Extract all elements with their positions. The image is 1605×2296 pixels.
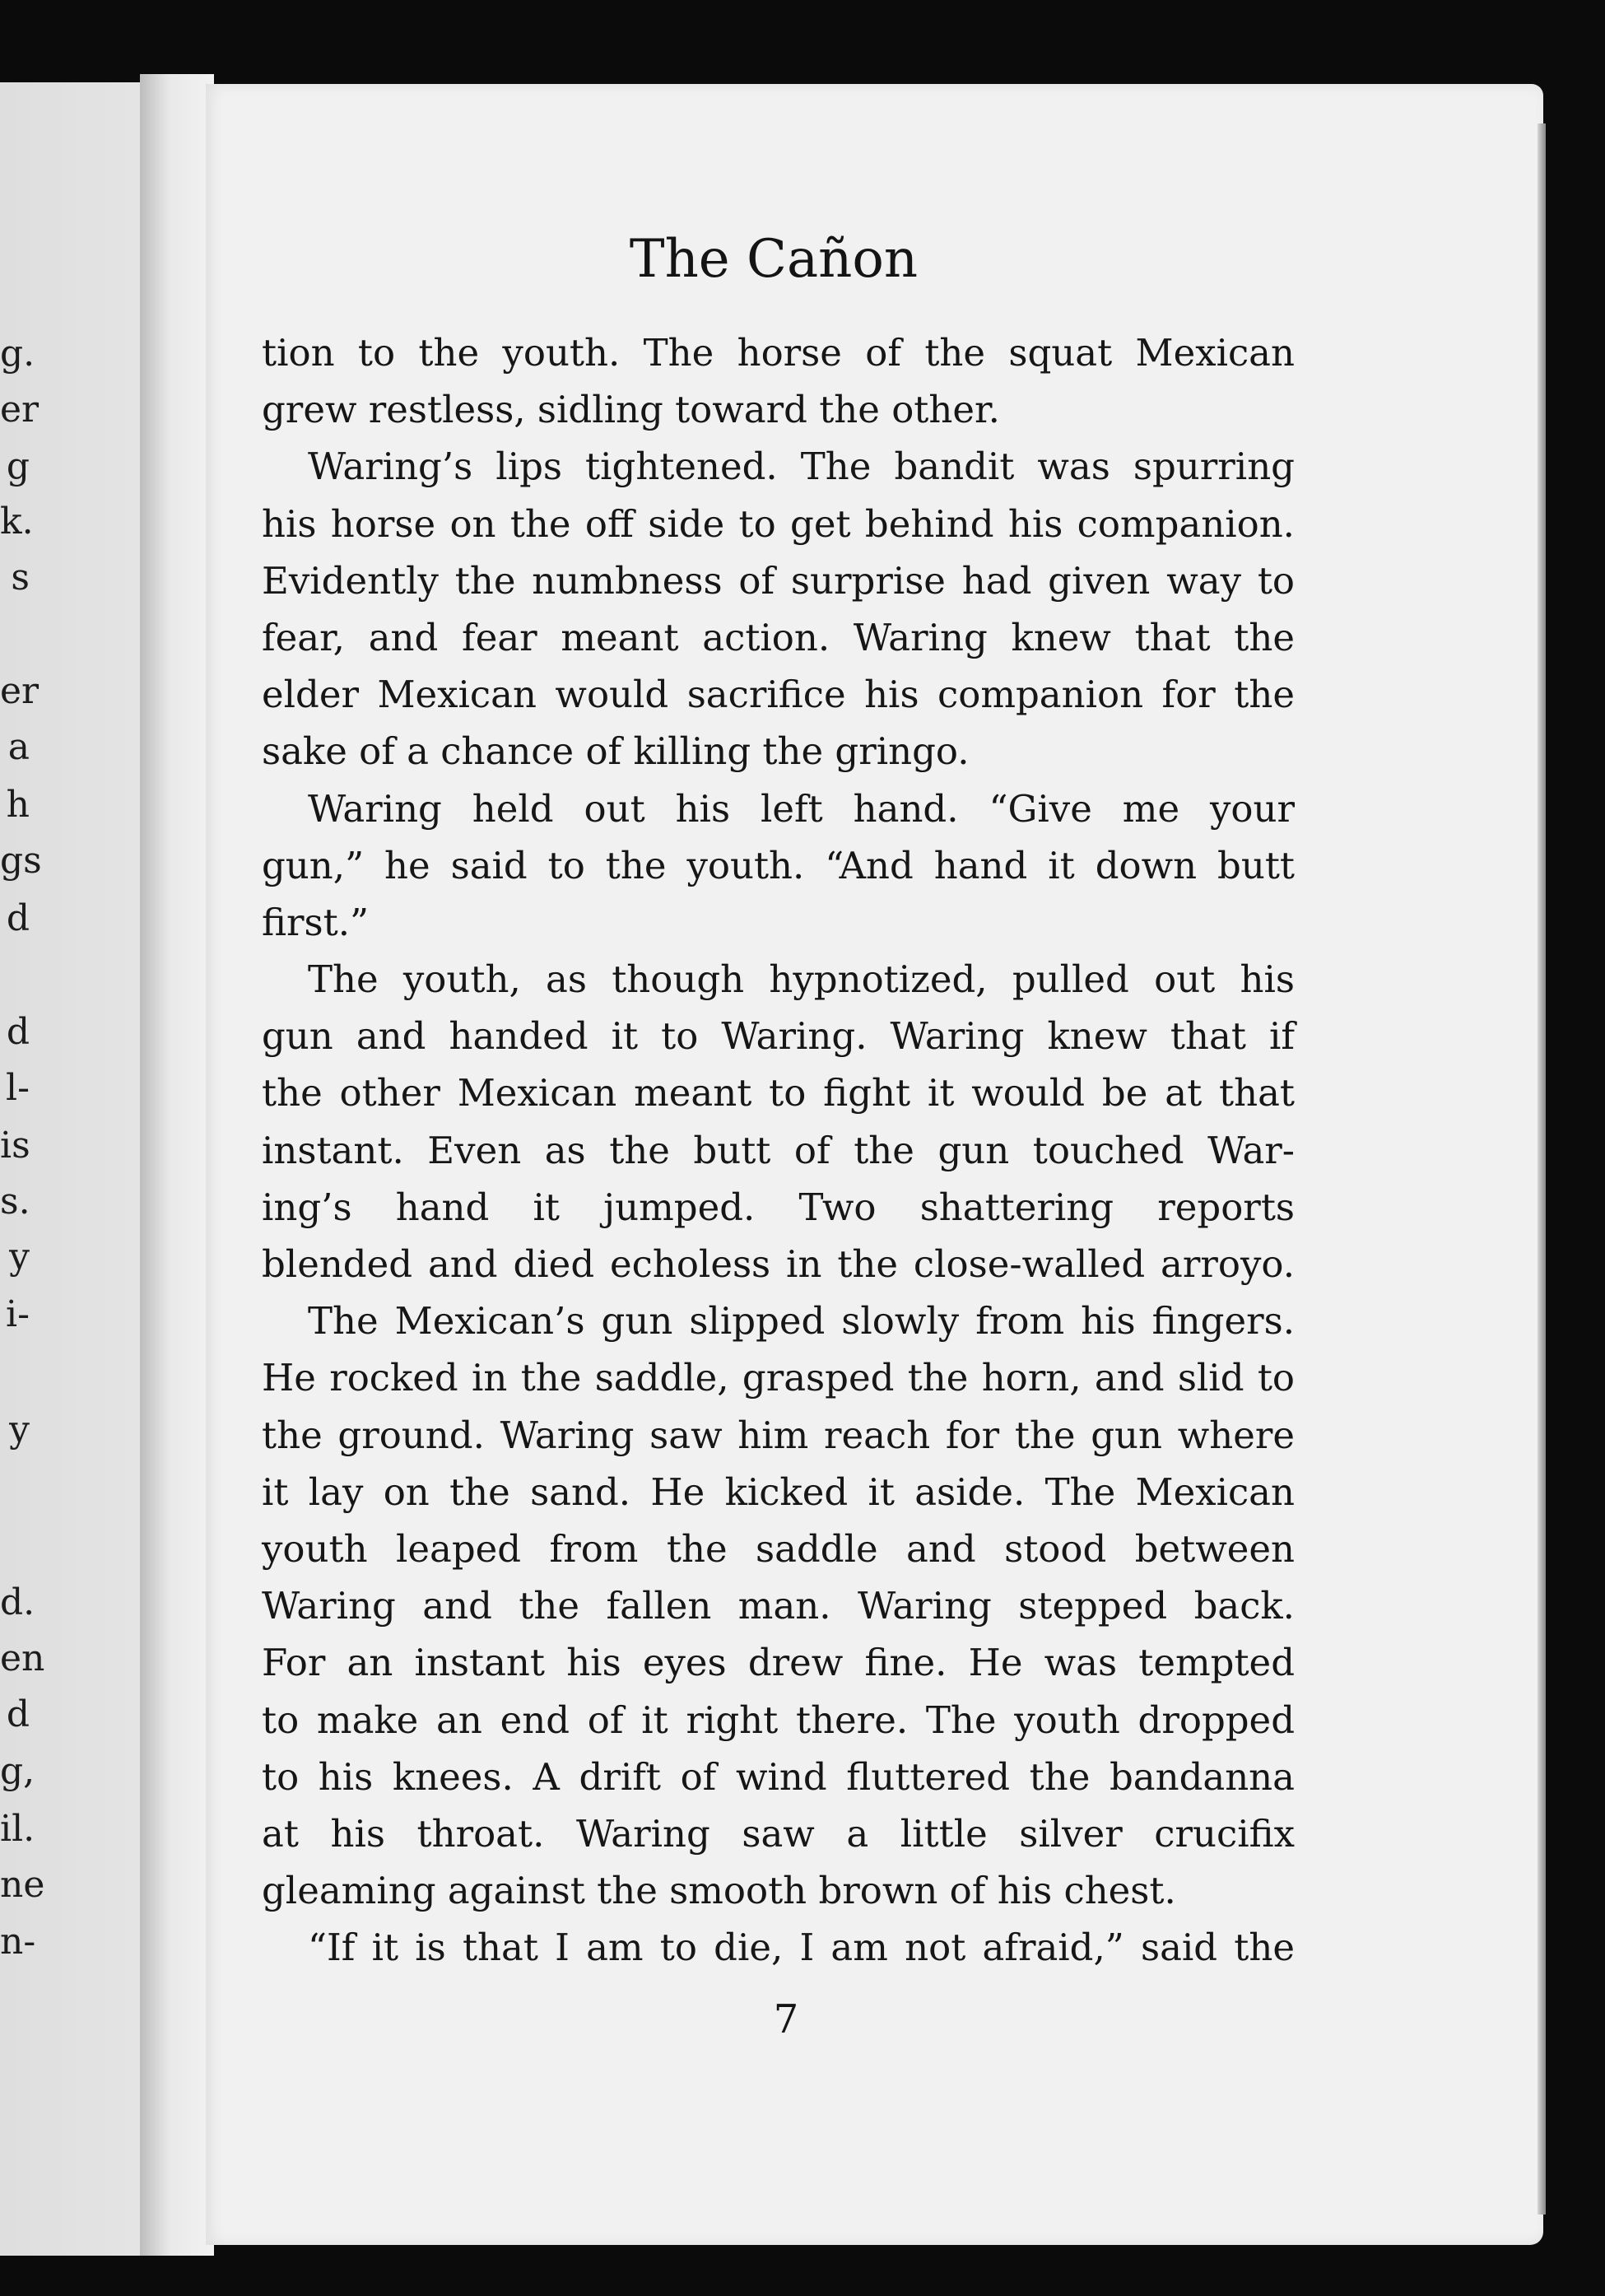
left-page-fragment: h — [6, 784, 30, 826]
left-page-fragment: d — [6, 1011, 30, 1053]
text-line: ing’s hand it jumped. Two shattering reports — [262, 1185, 1295, 1229]
text-line: gun and handed it to Waring. Waring knew that if — [262, 1014, 1295, 1059]
text-line: instant. Even as the butt of the gun touched War- — [262, 1128, 1295, 1172]
text-line: tion to the youth. The horse of the squat Mexican — [262, 331, 1295, 375]
text-line: The Mexican’s gun slipped slowly from his fingers. — [308, 1299, 1295, 1344]
text-line: gleaming against the smooth brown of his chest. — [262, 1869, 1176, 1913]
left-page-fragment: s. — [0, 1181, 30, 1223]
text-line: to make an end of it right there. The youth dropped — [262, 1698, 1295, 1742]
body-text — [262, 324, 1295, 1976]
text-line: For an instant his eyes drew fine. He was tempted — [262, 1641, 1295, 1685]
running-head: The Cañon — [629, 229, 919, 290]
left-page-fragment: il. — [0, 1808, 35, 1850]
left-page-fragment: i- — [6, 1293, 30, 1335]
left-page-fragment: er — [0, 670, 40, 712]
left-page-fragment: ne — [0, 1864, 45, 1906]
text-line: gun,” he said to the youth. “And hand it down butt — [262, 843, 1295, 887]
text-line: Evidently the numbness of surprise had given way to — [262, 558, 1295, 603]
left-page-fragment: d — [6, 1693, 30, 1735]
left-page-fragment: a — [7, 726, 30, 768]
text-line: blended and died echoless in the close-walled arroyo. — [262, 1242, 1295, 1286]
page-edge — [1538, 123, 1546, 2214]
text-line: fear, and fear meant action. Waring knew that the — [262, 615, 1295, 659]
text-line: the other Mexican meant to fight it would be at that — [262, 1071, 1295, 1115]
text-line: grew restless, sidling toward the other. — [262, 388, 1000, 432]
text-line: Waring held out his left hand. “Give me your — [308, 786, 1295, 831]
left-page-fragment: g. — [0, 333, 35, 375]
left-page-fragment: g, — [0, 1750, 35, 1792]
left-page-fragment: y — [9, 1236, 30, 1278]
text-line: “If it is that I am to die, I am not afraid,” said the — [308, 1926, 1295, 1970]
text-line: youth leaped from the saddle and stood between — [262, 1526, 1295, 1571]
left-page-fragment: n- — [0, 1921, 36, 1963]
left-page-fragment: k. — [0, 501, 34, 543]
text-line: to his knees. A drift of wind fluttered the bandanna — [262, 1754, 1295, 1799]
left-page-fragment: is — [0, 1125, 30, 1167]
left-page-fragment: y — [9, 1409, 30, 1451]
text-line: his horse on the off side to get behind his companion. — [262, 501, 1295, 546]
left-page-fragment: gs — [0, 840, 42, 882]
text-line: it lay on the sand. He kicked it aside. The Mexican — [262, 1469, 1295, 1514]
left-page-fragment: l- — [6, 1067, 30, 1109]
text-line: Waring’s lips tightened. The bandit was spurring — [308, 445, 1295, 489]
left-page-fragment: d. — [0, 1581, 35, 1623]
text-line: sake of a chance of killing the gringo. — [262, 729, 970, 774]
left-page-fragment: er — [0, 389, 40, 431]
text-line: He rocked in the saddle, grasped the horn, and slid to — [262, 1356, 1295, 1400]
book-gutter — [140, 74, 214, 2256]
text-line: Waring and the fallen man. Waring stepped back. — [262, 1584, 1295, 1628]
left-page-fragment: en — [0, 1637, 45, 1679]
left-page-fragment: s — [11, 557, 30, 598]
page-number: 7 — [773, 1996, 799, 2042]
left-page-fragment: g — [6, 445, 30, 487]
left-page-fragment: d — [6, 897, 30, 939]
text-line: The youth, as though hypnotized, pulled out his — [308, 957, 1295, 1002]
text-line: at his throat. Waring saw a little silver crucifix — [262, 1811, 1295, 1856]
text-line: the ground. Waring saw him reach for the gun where — [262, 1413, 1295, 1457]
text-line: first.” — [262, 900, 370, 944]
text-line: elder Mexican would sacrifice his companion for the — [262, 673, 1295, 717]
